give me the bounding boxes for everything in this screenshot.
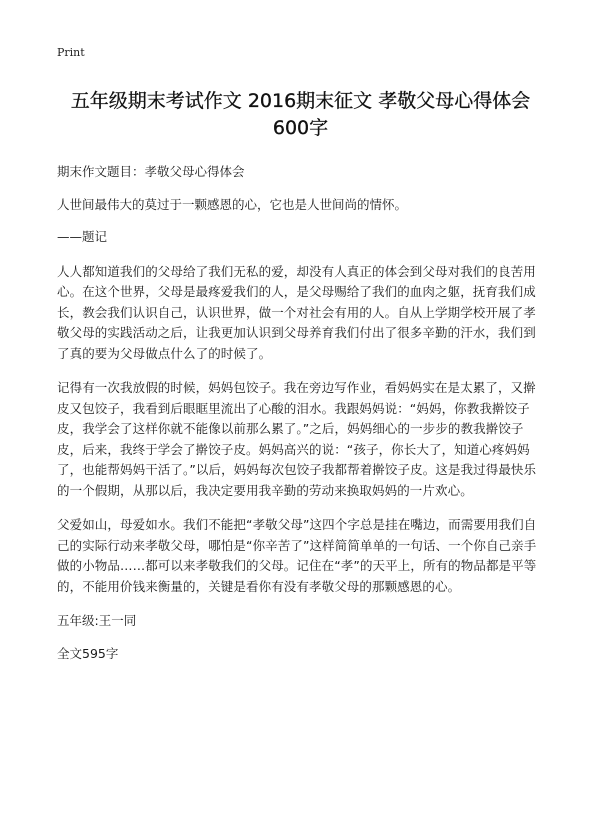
intro-sentence: 人世间最伟大的莫过于一颗感恩的心，它也是人世间尚的情怀。: [57, 196, 408, 212]
article-title-line-1: 五年级期末考试作文 2016期末征文 孝敬父母心得体会: [70, 90, 531, 112]
body-paragraph-3: 父爱如山，母爱如水。我们不能把“孝敬父母”这四个字总是挂在嘴边，而需要用我们自己的实际行动来孝敬父母，哪怕是“你辛苦了”这样简简单单的一句话、一个你自己亲手做的小物品……都可以来孝敬我们的父母。记住在“孝”的天平上，所有的物品都是平等的，不能用价钱来衡量的，关键是看你有没有孝敬父母的那颗感恩的心。: [57, 517, 537, 594]
print-link[interactable]: Print: [57, 46, 85, 59]
word-count: 全文595字: [57, 645, 119, 661]
article-title: [57, 88, 544, 142]
body-paragraph-1: 人人都知道我们的父母给了我们无私的爱，却没有人真正的体会到父母对我们的良苦用心。在这个世界，父母是最疼爱我们的人，是父母赐给了我们的血肉之躯，抚育我们成长，教会我们认识自己，认识世界，做一个对社会有用的人。自从上学期学校开展了孝敬父母的实践活动之后，让我更加认识到父母养育我们付出了很多辛勤的汗水，我们到了真的要为父母做点什么了的时候了。: [57, 263, 536, 361]
epigraph: ——题记: [57, 229, 108, 244]
article-title-line-2: 600字: [272, 117, 329, 139]
essay-topic: 期末作文题目：孝敬父母心得体会: [57, 164, 245, 179]
author-signature: 五年级:王一同: [57, 613, 137, 628]
body-paragraph-2: 记得有一次我放假的时候，妈妈包饺子。我在旁边写作业，看妈妈实在是太累了，又擀皮又包饺子，我看到后眼眶里流出了心酸的泪水。我跟妈妈说：“妈妈，你教我擀饺子皮，我学会了这样你就不能像以前那么累了。”之后，妈妈细心的一步步的教我擀饺子皮，后来，我终于学会了擀饺子皮。妈妈高兴的说：“孩子，你长大了，知道心疼妈妈了，也能帮妈妈干活了。”以后，妈妈每次包饺子我都帮着擀饺子皮。这是我过得最快乐的一个假期，从那以后，我决定要用我辛勤的劳动来换取妈妈的一片欢心。: [57, 380, 537, 498]
